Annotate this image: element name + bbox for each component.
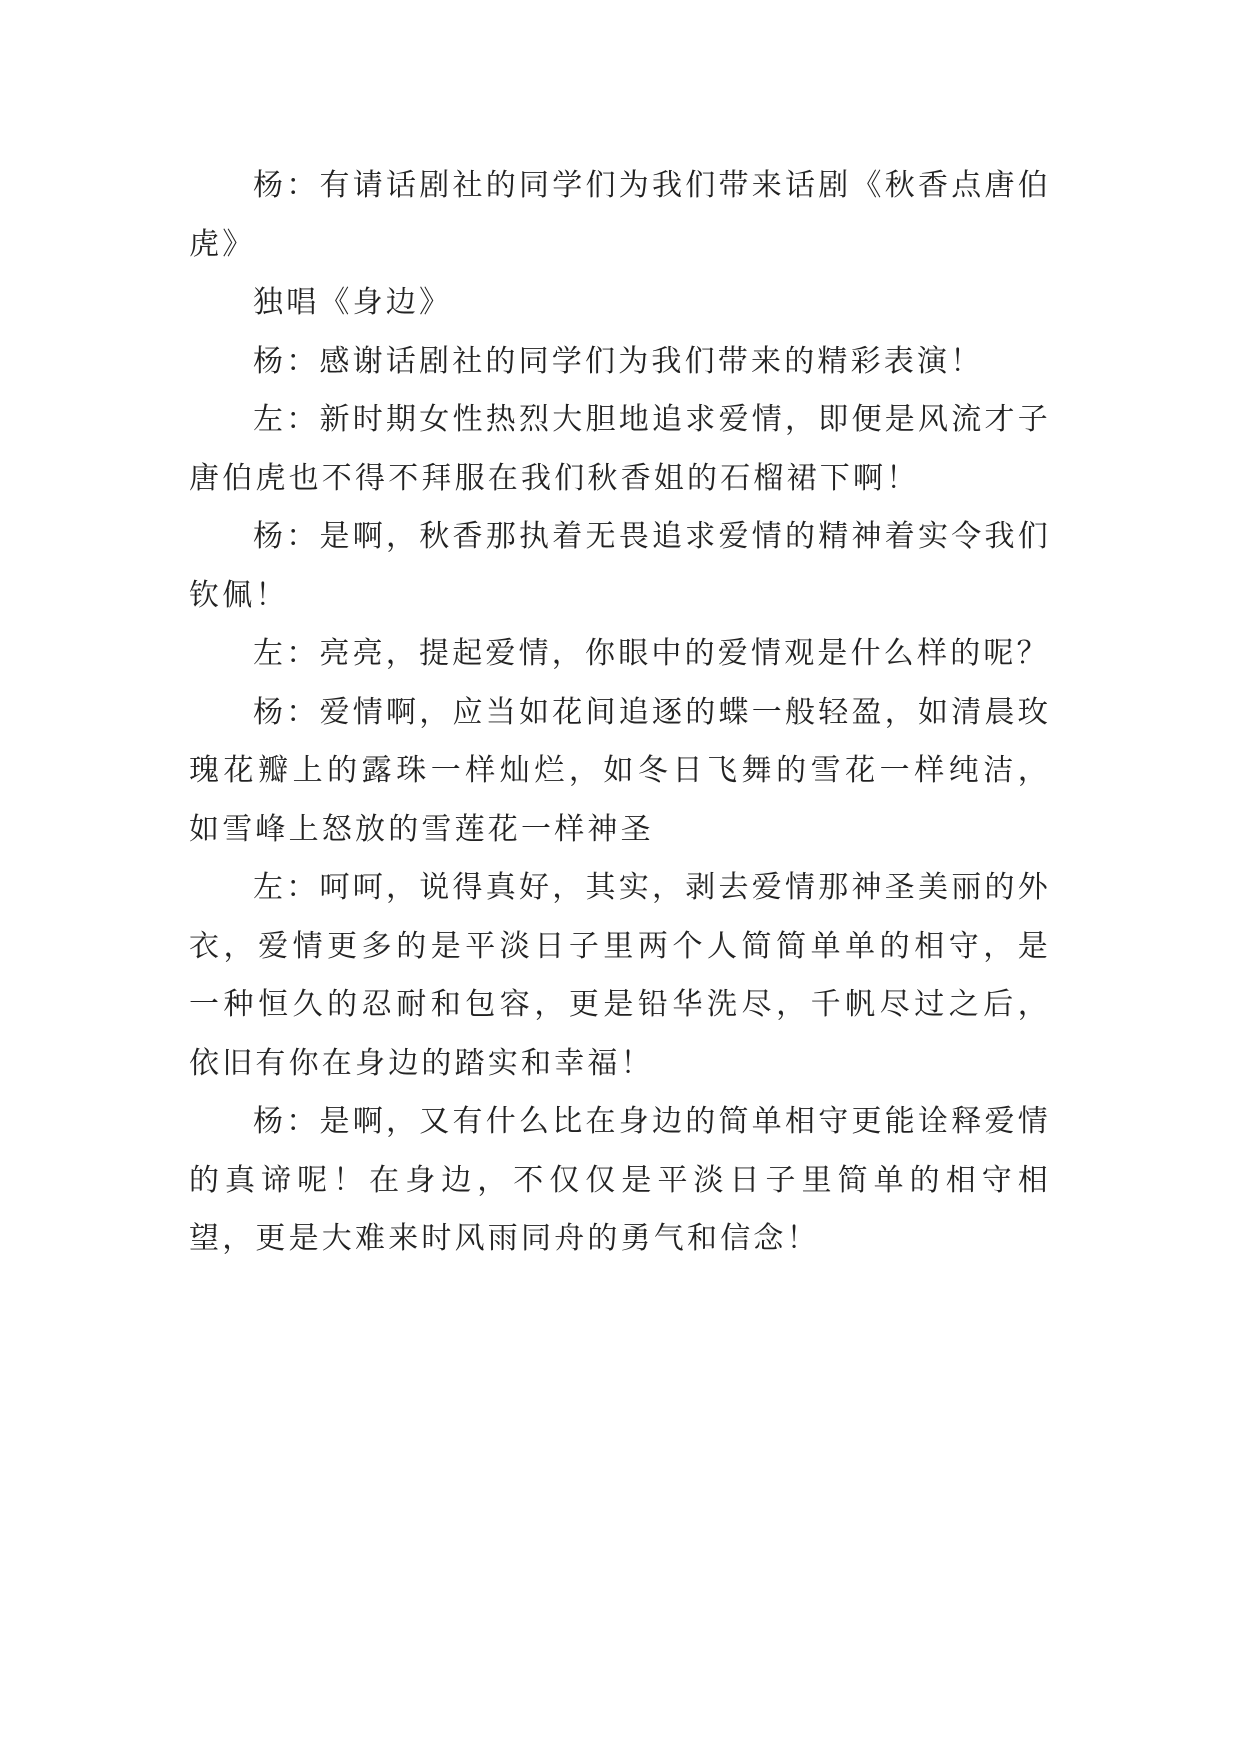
document-body — [189, 157, 1051, 1269]
paragraph-8: 左：呵呵，说得真好，其实，剥去爱情那神圣美丽的外衣，爱情更多的是平淡日子里两个人简简单单的相守，是一种恒久的忍耐和包容，更是铅华洗尽，千帆尽过之后，依旧有你在身边的踏实和幸福！ — [189, 870, 1051, 1081]
paragraph-2: 独唱《身边》 — [253, 285, 453, 320]
paragraph-1: 杨：有请话剧社的同学们为我们带来话剧《秋香点唐伯虎》 — [189, 168, 1051, 262]
paragraph-9: 杨：是啊，又有什么比在身边的简单相守更能诠释爱情的真谛呢！在身边，不仅仅是平淡日子里简单的相守相望，更是大难来时风雨同舟的勇气和信念！ — [189, 1104, 1051, 1256]
paragraph-3: 杨：感谢话剧社的同学们为我们带来的精彩表演！ — [253, 343, 984, 379]
paragraph-6: 左：亮亮，提起爱情，你眼中的爱情观是什么样的呢？ — [253, 636, 1050, 671]
paragraph-7: 杨：爱情啊，应当如花间追逐的蝶一般轻盈，如清晨玫瑰花瓣上的露珠一样灿烂，如冬日飞舞的雪花一样纯洁，如雪峰上怒放的雪莲花一样神圣 — [189, 694, 1051, 847]
paragraph-4: 左：新时期女性热烈大胆地追求爱情，即便是风流才子唐伯虎也不得不拜服在我们秋香姐的石榴裙下啊！ — [189, 402, 1051, 496]
paragraph-5: 杨：是啊，秋香那执着无畏追求爱情的精神着实令我们钦佩！ — [189, 519, 1051, 613]
